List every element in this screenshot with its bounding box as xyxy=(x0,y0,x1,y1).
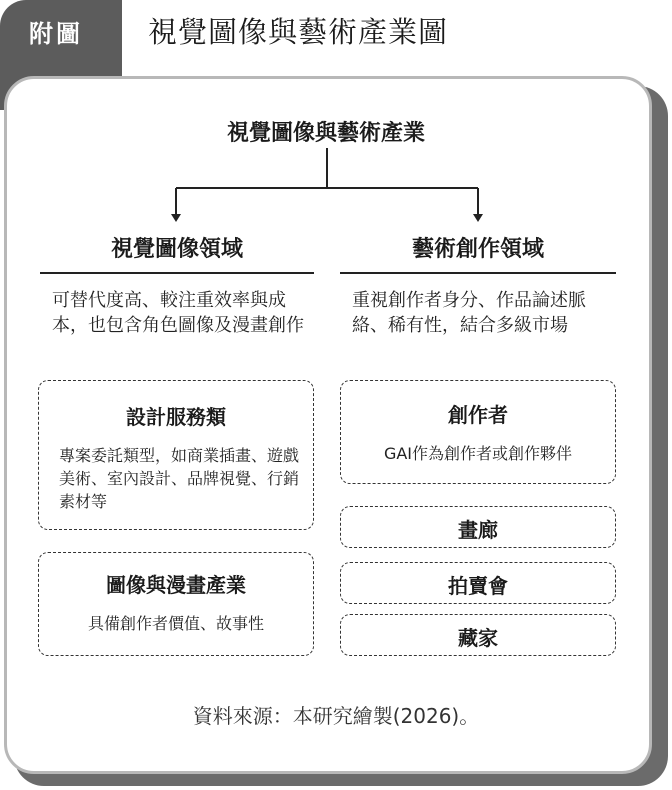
figure-tab-label: 附圖 xyxy=(29,20,83,48)
branch-visual-divider xyxy=(40,272,314,274)
box-collector xyxy=(340,614,616,656)
branch-art-divider xyxy=(340,272,616,274)
box-collector-title: 藏家 xyxy=(458,626,498,650)
box-creator-title: 創作者 xyxy=(448,403,508,427)
box-illustration-comics-title: 圖像與漫畫產業 xyxy=(106,573,246,597)
figure-title: 視覺圖像與藝術產業圖 xyxy=(148,15,449,49)
box-gallery-title: 畫廊 xyxy=(458,518,498,542)
box-design-services-text: 專案委託類型，如商業插畫、遊戲美術、室內設計、品牌視覺、行銷素材等 xyxy=(59,446,300,511)
branch-visual-description: 可替代度高、較注重效率與成本，也包含角色圖像及漫畫創作 xyxy=(52,290,304,336)
box-creator xyxy=(340,380,616,484)
box-creator-text: GAI作為創作者或創作夥伴 xyxy=(383,444,573,463)
left-arrow-head xyxy=(171,214,181,222)
box-design-services-title: 設計服務類 xyxy=(126,405,226,429)
root-node-label: 視覺圖像與藝術產業 xyxy=(226,121,425,146)
source-note: 資料來源：本研究繪製(2026)。 xyxy=(192,704,480,728)
box-gallery xyxy=(340,506,616,548)
box-auction-title: 拍賣會 xyxy=(448,574,508,598)
right-arrow-head xyxy=(473,214,483,222)
box-design-services xyxy=(38,380,314,530)
box-illustration-comics-text: 具備創作者價值、故事性 xyxy=(87,614,264,633)
branch-art-title: 藝術創作領域 xyxy=(411,237,544,262)
branch-visual-title: 視覺圖像領域 xyxy=(110,237,243,262)
branch-art-description: 重視創作者身分、作品論述脈絡、稀有性，結合多級市場 xyxy=(352,290,586,336)
box-auction xyxy=(340,562,616,604)
box-illustration-comics xyxy=(38,552,314,656)
